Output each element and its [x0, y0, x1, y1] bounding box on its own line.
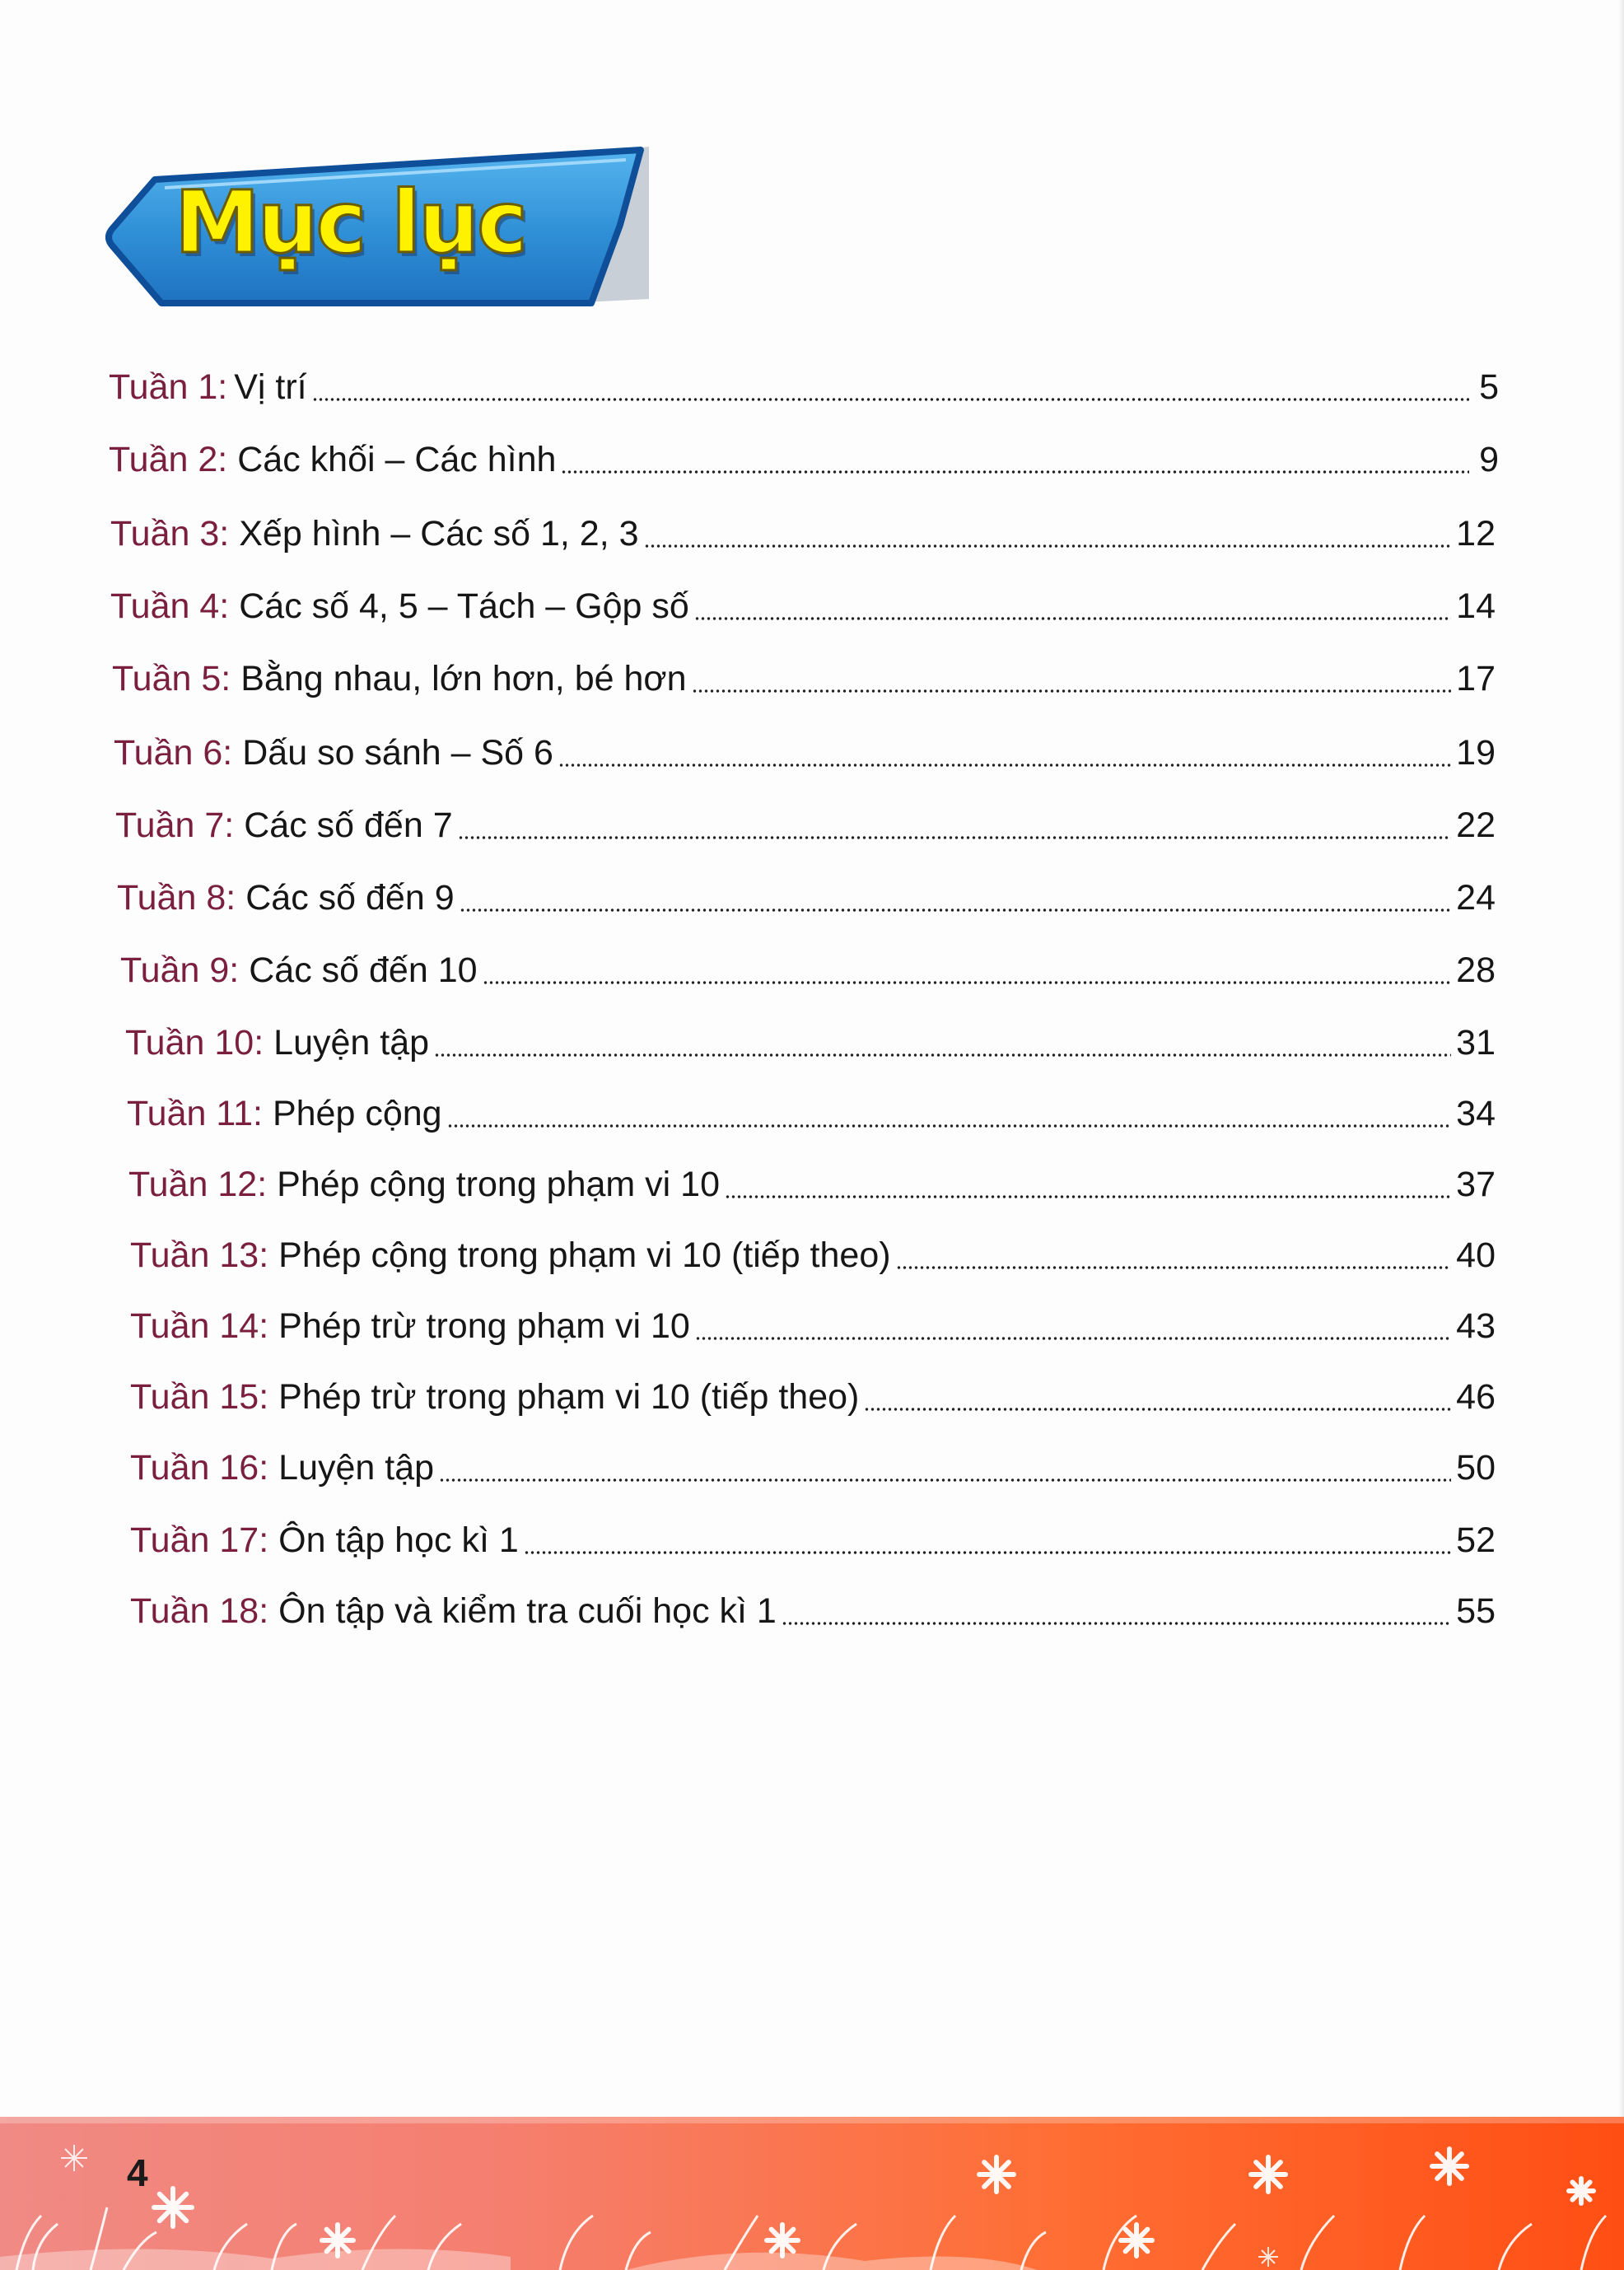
toc-item[interactable]: Tuần 8 : Các số đến 9 24 [117, 873, 1496, 922]
toc-item-title: Dấu so sánh – Số 6 [242, 733, 553, 773]
toc-item-title: Các số 4, 5 – Tách – Gộp số [239, 586, 689, 626]
toc-page-number: 34 [1456, 1094, 1496, 1133]
toc-page-number: 55 [1456, 1591, 1496, 1631]
toc-item-title: Phép cộng trong phạm vi 10 (tiếp theo) [278, 1235, 891, 1275]
toc-week-label: Tuần 1 [109, 367, 218, 407]
toc-item[interactable]: Tuần 15 : Phép trừ trong phạm vi 10 (tiếp theo) 46 [130, 1372, 1496, 1422]
toc-week-label: Tuần 14 [130, 1306, 259, 1346]
toc-week-label: Tuần 12 [128, 1165, 258, 1204]
toc-item[interactable]: Tuần 2 : Các khối – Các hình 9 [109, 435, 1499, 484]
toc-week-label: Tuần 7 [115, 806, 225, 845]
toc-item-title: Các khối – Các hình [237, 440, 557, 479]
page-number: 4 [127, 2151, 148, 2194]
toc-item-title: Các số đến 7 [244, 806, 453, 845]
toc-week-label: Tuần 8 [117, 878, 226, 918]
toc-item[interactable]: Tuần 1 : Vị trí 5 [109, 362, 1499, 412]
toc-week-label: Tuần 10 [125, 1023, 254, 1063]
toc-item[interactable]: Tuần 17 : Ôn tập học kì 1 52 [130, 1516, 1496, 1565]
toc-item[interactable]: Tuần 12 : Phép cộng trong phạm vi 10 37 [128, 1160, 1496, 1209]
toc-page-number: 24 [1456, 878, 1496, 918]
dot-leader [458, 835, 1452, 840]
dot-leader [561, 469, 1469, 474]
toc-item-title: Các số đến 10 [249, 951, 478, 990]
dot-leader [447, 1123, 1452, 1128]
toc-page-number: 17 [1456, 659, 1496, 698]
toc-week-label: Tuần 17 [130, 1520, 259, 1560]
toc-item-title: Phép cộng trong phạm vi 10 [277, 1165, 721, 1204]
toc-page-number: 50 [1456, 1448, 1496, 1488]
toc-week-label: Tuần 18 [130, 1591, 259, 1631]
dot-leader [695, 1336, 1451, 1341]
toc-week-label: Tuần 15 [130, 1377, 259, 1417]
toc-item-title: Phép trừ trong phạm vi 10 [278, 1306, 690, 1346]
dot-leader [483, 980, 1452, 985]
toc-item[interactable]: Tuần 16 : Luyện tập 50 [130, 1443, 1496, 1492]
toc-page-number: 43 [1456, 1306, 1496, 1346]
toc-page-number: 19 [1456, 733, 1496, 773]
dot-leader [692, 689, 1452, 694]
toc-page-number: 40 [1456, 1235, 1496, 1275]
toc-week-label: Tuần 5 [112, 659, 222, 698]
toc-item-title: Luyện tập [273, 1023, 430, 1063]
toc-week-label: Tuần 11 [127, 1094, 253, 1133]
dot-leader [864, 1407, 1451, 1412]
toc-item-title: Các số đến 9 [245, 878, 455, 918]
toc-page-number: 9 [1479, 440, 1499, 479]
toc-page-number: 28 [1456, 951, 1496, 990]
toc-page-number: 46 [1456, 1377, 1496, 1417]
toc-page-number: 52 [1456, 1520, 1496, 1560]
dot-leader [439, 1478, 1451, 1483]
page-title: Mục lục [175, 172, 525, 273]
toc-item[interactable]: Tuần 10 : Luyện tập 31 [125, 1018, 1496, 1067]
dot-leader [312, 397, 1469, 402]
toc-page-number: 31 [1456, 1023, 1496, 1063]
toc-page-number: 5 [1479, 367, 1499, 407]
toc-week-label: Tuần 4 [110, 586, 220, 626]
toc-item[interactable]: Tuần 5 : Bằng nhau, lớn hơn, bé hơn 17 [112, 654, 1496, 703]
dot-leader [460, 908, 1452, 913]
toc-item[interactable]: Tuần 14 : Phép trừ trong phạm vi 10 43 [130, 1301, 1496, 1351]
toc-item[interactable]: Tuần 9 : Các số đến 10 28 [120, 946, 1496, 995]
toc-item[interactable]: Tuần 7 : Các số đến 7 22 [115, 801, 1496, 850]
toc-item-title: Phép cộng [272, 1094, 442, 1133]
dot-leader [694, 616, 1451, 621]
toc-item[interactable]: Tuần 4 : Các số 4, 5 – Tách – Gộp số 14 [110, 582, 1496, 631]
dot-leader [434, 1053, 1451, 1058]
dot-leader [644, 544, 1452, 549]
toc-page-number: 22 [1456, 806, 1496, 845]
toc-item[interactable]: Tuần 6 : Dấu so sánh – Số 6 19 [114, 728, 1496, 778]
toc-item-title: Ôn tập và kiểm tra cuối học kì 1 [278, 1591, 777, 1631]
dot-leader [558, 763, 1451, 768]
toc-item-title: Luyện tập [278, 1448, 435, 1488]
toc-item-title: Bằng nhau, lớn hơn, bé hơn [240, 659, 687, 698]
toc-item-title: Xếp hình – Các số 1, 2, 3 [239, 514, 639, 553]
toc-item[interactable]: Tuần 11 : Phép cộng 34 [127, 1089, 1496, 1138]
dot-leader [782, 1621, 1451, 1626]
toc-week-label: Tuần 13 [130, 1235, 259, 1275]
toc-item-title: Phép trừ trong phạm vi 10 (tiếp theo) [278, 1377, 860, 1417]
toc-item[interactable]: Tuần 18 : Ôn tập và kiểm tra cuối học kì 1 55 [130, 1586, 1496, 1636]
toc-page-number: 14 [1456, 586, 1496, 626]
toc-week-label: Tuần 9 [120, 951, 230, 990]
flower-grass-decoration [0, 2117, 1624, 2270]
toc-item[interactable]: Tuần 13 : Phép cộng trong phạm vi 10 (tiếp theo) 40 [130, 1231, 1496, 1280]
toc-page-number: 12 [1456, 514, 1496, 553]
toc-week-label: Tuần 6 [114, 733, 223, 773]
toc-week-label: Tuần 2 [109, 440, 218, 479]
toc-item[interactable]: Tuần 3 : Xếp hình – Các số 1, 2, 3 12 [110, 509, 1496, 558]
toc-week-label: Tuần 16 [130, 1448, 259, 1488]
toc-item-title: Vị trí [234, 367, 307, 407]
dot-leader [896, 1265, 1452, 1270]
dot-leader [524, 1550, 1451, 1555]
toc-item-title: Ôn tập học kì 1 [278, 1520, 519, 1560]
footer-band [0, 2117, 1624, 2270]
toc-page-number: 37 [1456, 1165, 1496, 1204]
dot-leader [725, 1194, 1451, 1199]
toc-week-label: Tuần 3 [110, 514, 220, 553]
